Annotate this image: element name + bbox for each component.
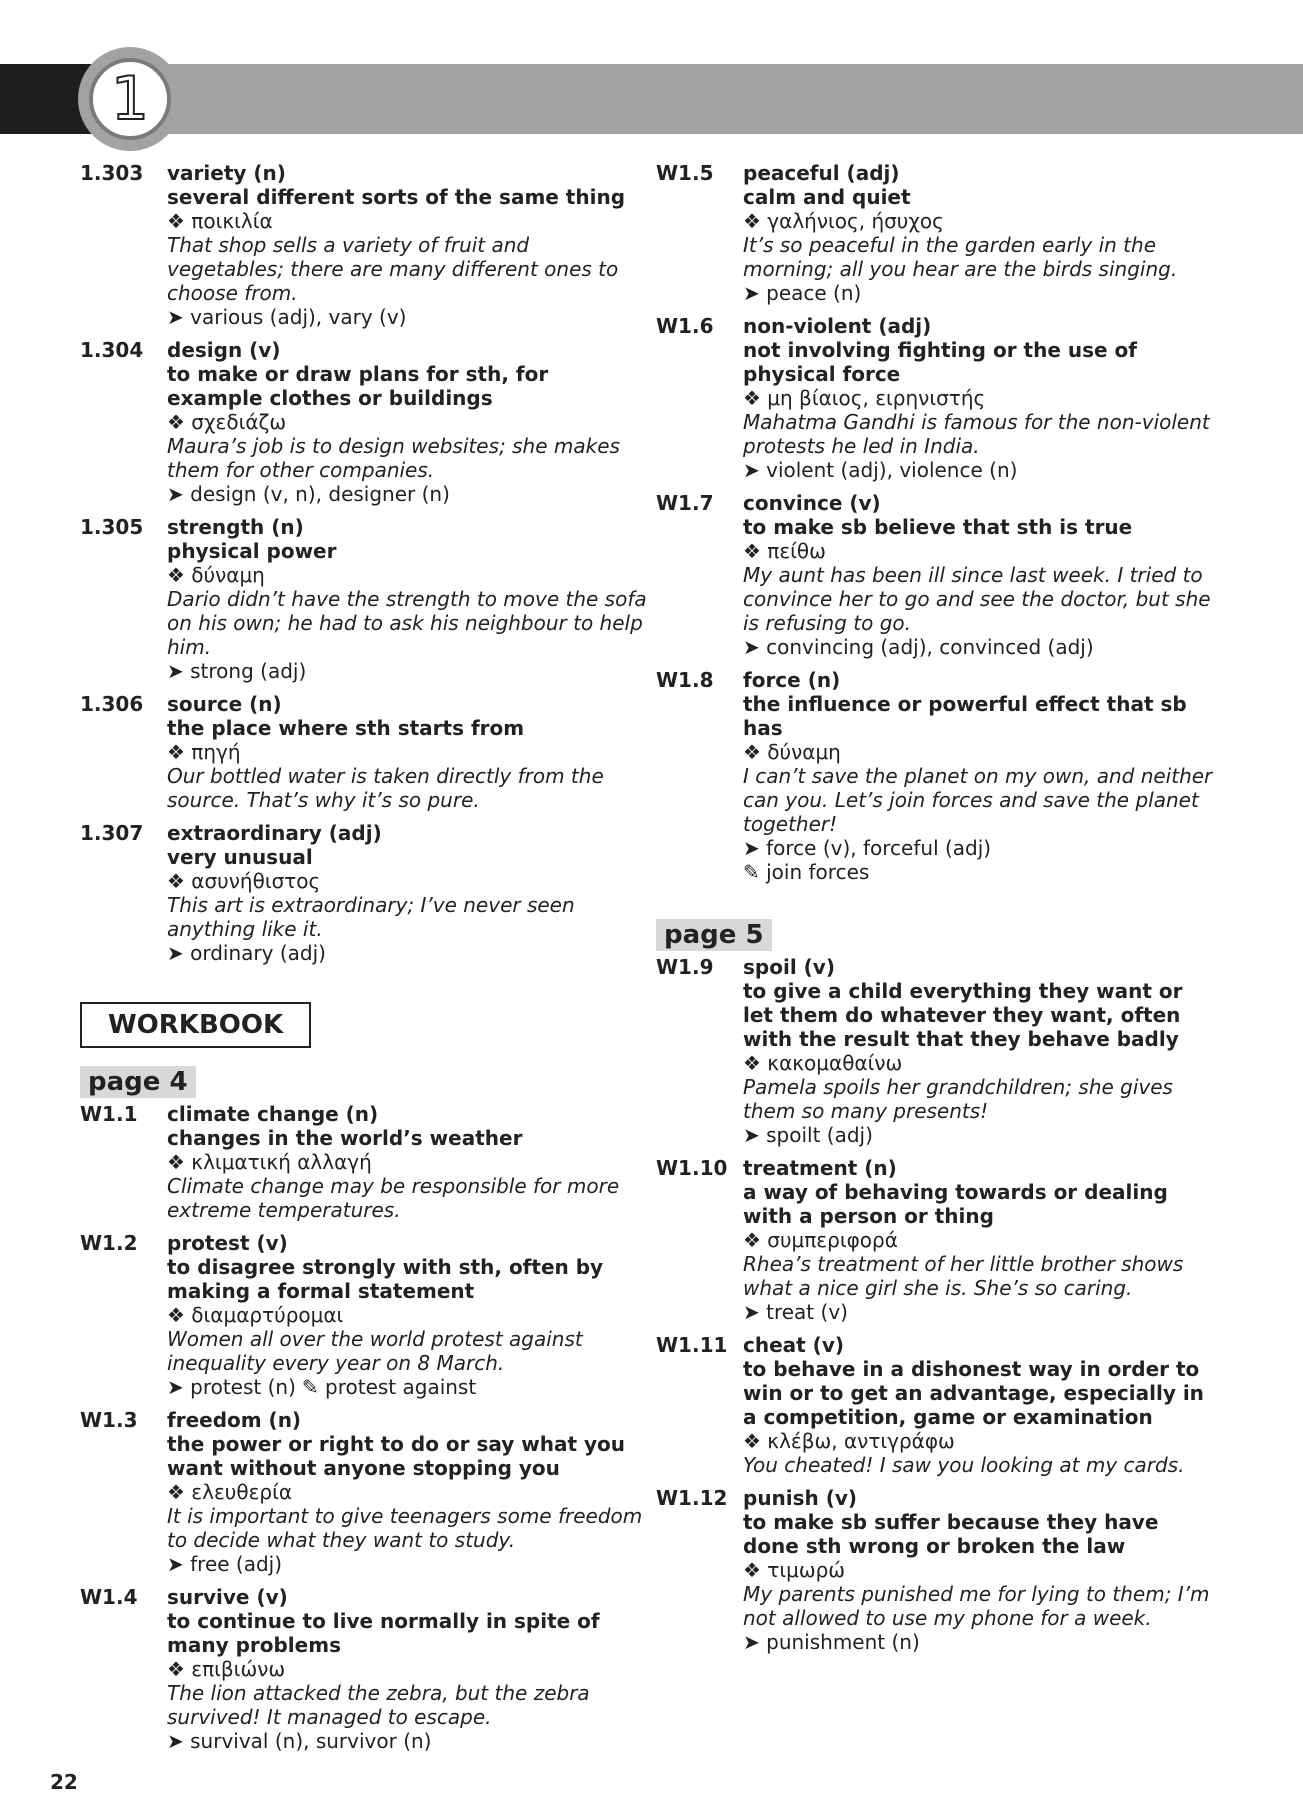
- entry-definition: several different sorts of the same thing: [167, 185, 626, 209]
- entry-translation: ❖ πηγή: [167, 740, 650, 764]
- glossary-entry: [80, 692, 650, 812]
- entry-translation: ❖ δύναμη: [743, 740, 1216, 764]
- glossary-entry: [656, 314, 1216, 482]
- entry-definition: physical power: [167, 539, 337, 563]
- entry-definition: to make or draw plans for sth, for example clothes or buildings: [167, 362, 549, 410]
- unit-number: 1: [110, 64, 150, 134]
- glossary-entry: [80, 1231, 650, 1399]
- entry-definition: changes in the world’s weather: [167, 1126, 523, 1150]
- entry-translation: ❖ σχεδιάζω: [167, 410, 650, 434]
- entry-body: [743, 955, 1216, 1147]
- entry-body: [743, 314, 1216, 482]
- entry-example: Maura’s job is to design websites; she makes them for other companies.: [167, 434, 620, 482]
- entry-headword: spoil (v): [743, 955, 835, 979]
- entry-headword: survive (v): [167, 1585, 288, 1609]
- entry-number: 1.307: [80, 821, 144, 845]
- entry-translation: ❖ γαλήνιος, ήσυχος: [743, 209, 1216, 233]
- entry-example: Pamela spoils her grandchildren; she gives them so many presents!: [743, 1075, 1173, 1123]
- entry-definition: to disagree strongly with sth, often by making a formal statement: [167, 1255, 604, 1303]
- glossary-entry: [80, 1585, 650, 1753]
- entry-number: W1.1: [80, 1102, 138, 1126]
- entry-body: [743, 1486, 1216, 1654]
- entry-headword: design (v): [167, 338, 281, 362]
- entry-body: [167, 1408, 650, 1576]
- glossary-entry: [80, 338, 650, 506]
- entry-example: This art is extraordinary; I’ve never seen anything like it.: [167, 893, 575, 941]
- entry-translation: ❖ διαμαρτύρομαι: [167, 1303, 650, 1327]
- entry-example: My parents punished me for lying to them; I’m not allowed to use my phone for a week.: [743, 1582, 1210, 1630]
- entry-example: Dario didn’t have the strength to move the sofa on his own; he had to ask his neighbour to help him.: [167, 587, 647, 659]
- entry-derivative: ➤ protest (n): [167, 1375, 296, 1399]
- entry-number: W1.12: [656, 1486, 728, 1510]
- entry-definition: the power or right to do or say what you want without anyone stopping you: [167, 1432, 625, 1480]
- entry-headword: cheat (v): [743, 1333, 844, 1357]
- right-top-entries: [656, 161, 1216, 884]
- glossary-entry: [80, 1102, 650, 1222]
- entry-derivative: ➤ various (adj), vary (v): [167, 305, 650, 329]
- entry-headword: punish (v): [743, 1486, 858, 1510]
- entry-translation: ❖ κακομαθαίνω: [743, 1051, 1216, 1075]
- entry-headword: convince (v): [743, 491, 881, 515]
- entry-example: The lion attacked the zebra, but the zebra survived! It managed to escape.: [167, 1681, 590, 1729]
- entry-definition: the place where sth starts from: [167, 716, 525, 740]
- glossary-entry: [80, 821, 650, 965]
- entry-headword: extraordinary (adj): [167, 821, 382, 845]
- entry-number: 1.304: [80, 338, 144, 362]
- entry-definition: to behave in a dishonest way in order to win or to get an advantage, especially in a competition, game or examination: [743, 1357, 1204, 1429]
- entry-definition: calm and quiet: [743, 185, 911, 209]
- entry-derivative-line: [167, 1375, 650, 1399]
- entry-body: [167, 1231, 650, 1399]
- workbook-heading: WORKBOOK: [80, 1002, 311, 1048]
- entry-derivative: ➤ strong (adj): [167, 659, 650, 683]
- entry-headword: protest (v): [167, 1231, 288, 1255]
- unit-badge-inner: [89, 58, 171, 140]
- entry-derivative: ➤ free (adj): [167, 1552, 650, 1576]
- entry-example: I can’t save the planet on my own, and neither can you. Let’s join forces and save the planet together!: [743, 764, 1213, 836]
- entry-definition: to make sb believe that sth is true: [743, 515, 1133, 539]
- right-bottom-entries: [656, 955, 1216, 1654]
- entry-derivative: ➤ spoilt (adj): [743, 1123, 1216, 1147]
- entry-collocation: ✎ protest against: [302, 1375, 476, 1399]
- entry-example: Mahatma Gandhi is famous for the non-violent protests he led in India.: [743, 410, 1210, 458]
- entry-number: W1.10: [656, 1156, 728, 1180]
- entry-body: [743, 1156, 1216, 1324]
- entry-number: 1.306: [80, 692, 144, 716]
- entry-translation: ❖ πείθω: [743, 539, 1216, 563]
- entry-headword: variety (n): [167, 161, 286, 185]
- entry-derivative: ➤ force (v), forceful (adj): [743, 836, 1216, 860]
- entry-example: That shop sells a variety of fruit and vegetables; there are many different ones to choose from.: [167, 233, 619, 305]
- entry-headword: non-violent (adj): [743, 314, 932, 338]
- entry-number: W1.2: [80, 1231, 138, 1255]
- entry-definition: a way of behaving towards or dealing with a person or thing: [743, 1180, 1168, 1228]
- entry-number: 1.303: [80, 161, 144, 185]
- entry-derivative: ➤ ordinary (adj): [167, 941, 650, 965]
- header-band: [110, 64, 1303, 134]
- entry-translation: ❖ ελευθερία: [167, 1480, 650, 1504]
- page-number: 22: [50, 1770, 78, 1794]
- entry-derivative: ➤ survival (n), survivor (n): [167, 1729, 650, 1753]
- entry-number: W1.5: [656, 161, 714, 185]
- left-column: [80, 161, 650, 1762]
- entry-headword: strength (n): [167, 515, 304, 539]
- entry-translation: ❖ επιβιώνω: [167, 1657, 650, 1681]
- entry-example: You cheated! I saw you looking at my cards.: [743, 1453, 1185, 1477]
- glossary-entry: [656, 1333, 1216, 1477]
- glossary-entry: [656, 491, 1216, 659]
- entry-definition: to continue to live normally in spite of many problems: [167, 1609, 600, 1657]
- left-bottom-entries: [80, 1102, 650, 1753]
- entry-number: W1.4: [80, 1585, 138, 1609]
- entry-body: [167, 338, 650, 506]
- entry-translation: ❖ κλιματική αλλαγή: [167, 1150, 650, 1174]
- glossary-entry: [80, 1408, 650, 1576]
- entry-headword: treatment (n): [743, 1156, 897, 1180]
- entry-translation: ❖ δύναμη: [167, 563, 650, 587]
- glossary-entry: [80, 161, 650, 329]
- entry-body: [167, 692, 650, 812]
- entry-derivative: ➤ design (v, n), designer (n): [167, 482, 650, 506]
- entry-definition: to make sb suffer because they have done sth wrong or broken the law: [743, 1510, 1159, 1558]
- entry-body: [167, 1585, 650, 1753]
- entry-number: W1.9: [656, 955, 714, 979]
- unit-badge: [78, 47, 182, 151]
- entry-body: [167, 515, 650, 683]
- entry-derivative: ➤ peace (n): [743, 281, 1216, 305]
- entry-number: 1.305: [80, 515, 144, 539]
- entry-definition: not involving fighting or the use of physical force: [743, 338, 1137, 386]
- glossary-entry: [656, 955, 1216, 1147]
- entry-translation: ❖ ασυνήθιστος: [167, 869, 650, 893]
- right-column: [656, 161, 1216, 1663]
- glossary-entry: [80, 515, 650, 683]
- entry-headword: peaceful (adj): [743, 161, 900, 185]
- glossary-entry: [656, 161, 1216, 305]
- left-top-entries: [80, 161, 650, 965]
- entry-translation: ❖ συμπεριφορά: [743, 1228, 1216, 1252]
- entry-derivative: ➤ punishment (n): [743, 1630, 1216, 1654]
- entry-headword: force (n): [743, 668, 841, 692]
- entry-definition: the influence or powerful effect that sb has: [743, 692, 1187, 740]
- entry-number: W1.11: [656, 1333, 728, 1357]
- glossary-entry: [656, 668, 1216, 884]
- entry-example: Climate change may be responsible for more extreme temperatures.: [167, 1174, 620, 1222]
- entry-translation: ❖ τιμωρώ: [743, 1558, 1216, 1582]
- page-5-label: page 5: [656, 919, 772, 951]
- entry-number: W1.6: [656, 314, 714, 338]
- entry-derivative: ➤ violent (adj), violence (n): [743, 458, 1216, 482]
- entry-definition: to give a child everything they want or let them do whatever they want, often with the result that they behave badly: [743, 979, 1183, 1051]
- glossary-entry: [656, 1156, 1216, 1324]
- entry-derivative: ➤ treat (v): [743, 1300, 1216, 1324]
- entry-body: [743, 668, 1216, 884]
- entry-number: W1.3: [80, 1408, 138, 1432]
- entry-body: [167, 161, 650, 329]
- entry-collocation: ✎ join forces: [743, 860, 1216, 884]
- entry-example: It’s so peaceful in the garden early in the morning; all you hear are the birds singing.: [743, 233, 1178, 281]
- entry-example: My aunt has been ill since last week. I tried to convince her to go and see the doctor, but she is refusing to go.: [743, 563, 1211, 635]
- entry-example: It is important to give teenagers some freedom to decide what they want to study.: [167, 1504, 643, 1552]
- entry-body: [743, 491, 1216, 659]
- page-4-label: page 4: [80, 1066, 196, 1098]
- glossary-entry: [656, 1486, 1216, 1654]
- entry-headword: freedom (n): [167, 1408, 302, 1432]
- entry-example: Rhea’s treatment of her little brother shows what a nice girl she is. She’s so caring.: [743, 1252, 1184, 1300]
- entry-derivative: ➤ convincing (adj), convinced (adj): [743, 635, 1216, 659]
- entry-translation: ❖ ποικιλία: [167, 209, 650, 233]
- entry-number: W1.8: [656, 668, 714, 692]
- entry-example: Women all over the world protest against inequality every year on 8 March.: [167, 1327, 583, 1375]
- entry-headword: source (n): [167, 692, 282, 716]
- entry-body: [167, 1102, 650, 1222]
- entry-number: W1.7: [656, 491, 714, 515]
- entry-definition: very unusual: [167, 845, 313, 869]
- entry-body: [743, 161, 1216, 305]
- entry-example: Our bottled water is taken directly from the source. That’s why it’s so pure.: [167, 764, 604, 812]
- entry-body: [167, 821, 650, 965]
- entry-translation: ❖ μη βίαιος, ειρηνιστής: [743, 386, 1216, 410]
- entry-translation: ❖ κλέβω, αντιγράφω: [743, 1429, 1216, 1453]
- entry-headword: climate change (n): [167, 1102, 379, 1126]
- spacer: [656, 893, 1216, 919]
- entry-body: [743, 1333, 1216, 1477]
